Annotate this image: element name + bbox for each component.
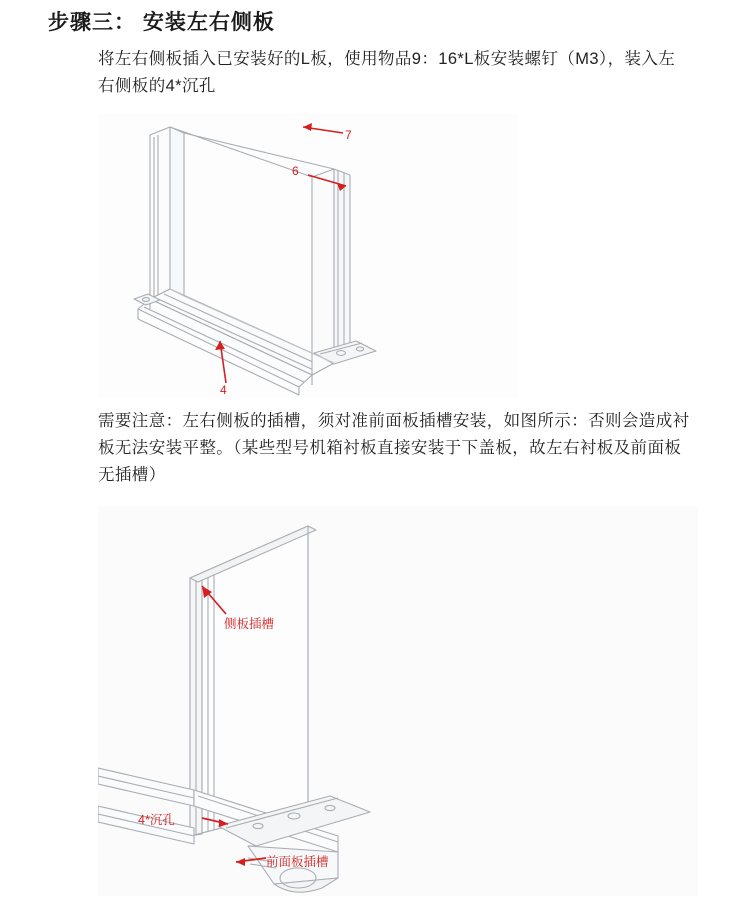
instruction-paragraph-2: 需要注意：左右侧板的插槽，须对准前面板插槽安装，如图所示：否则会造成衬板无法安装平整。（某些型号机箱衬板直接安装于下盖板，故左右衬板及前面板无插槽）: [98, 412, 690, 484]
callout-label-7: 7: [345, 128, 352, 142]
callout-label-6: 6: [292, 164, 299, 178]
callout-label-4: 4: [220, 383, 227, 397]
callout-label-front-slot: 前面板插槽: [266, 855, 329, 869]
instruction-paragraph-1: 将左右侧板插入已安装好的L板，使用物品9：16*L板安装螺钉（M3），装入左右侧板的4*沉孔: [98, 50, 676, 95]
figure-2-illustration: [98, 506, 698, 896]
figure-2-callout-front-slot: [236, 854, 329, 869]
figure-2-container: [98, 506, 698, 896]
figure-1-illustration: [98, 113, 518, 398]
figure-1-callout-7: [303, 123, 352, 142]
page-title: 步骤三： 安装左右侧板: [48, 11, 275, 34]
figure-1-container: [98, 113, 518, 398]
callout-label-counterbore: 4*沉孔: [138, 813, 175, 827]
callout-label-side-slot: 侧板插槽: [224, 617, 275, 631]
